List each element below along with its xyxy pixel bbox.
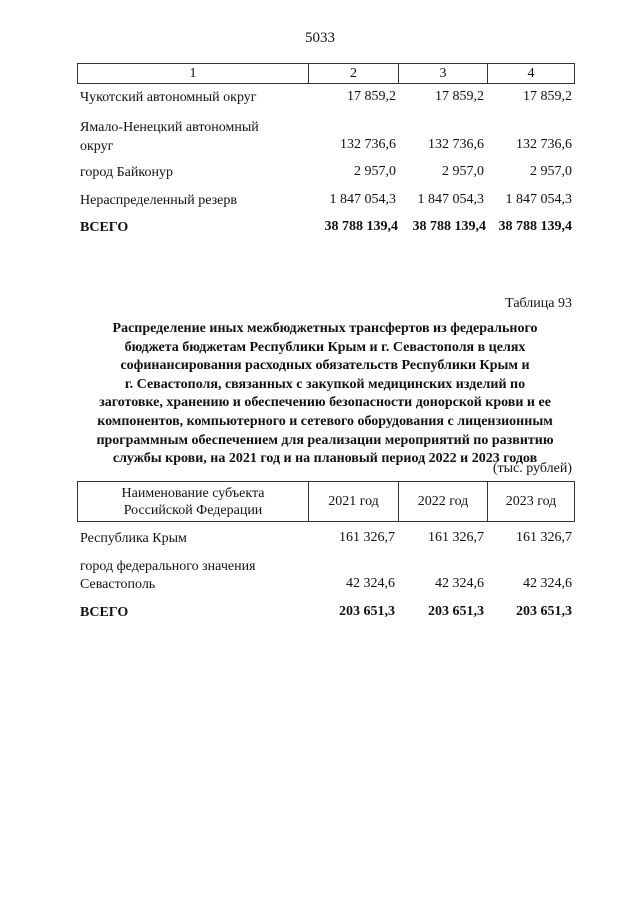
header-year-2022: 2022 год (399, 482, 488, 522)
table93-total-value: 203 651,3 (516, 604, 572, 619)
title-line: программным обеспечением для реализации мероприятий по развитию (96, 432, 554, 448)
header-subject-name-line2: Российской Федерации (123, 502, 263, 518)
title-line: Распределение иных межбюджетных трансфертов из федерального (112, 321, 538, 336)
table93-total-value: 203 651,3 (339, 604, 395, 619)
title-line: службы крови, на 2021 год и на плановый период 2022 и 2023 годов (112, 451, 538, 467)
table-row-value: 1 847 054,3 (505, 192, 572, 207)
table1-header-col2: 2 (309, 64, 399, 84)
table-row-value: 2 957,0 (354, 164, 396, 179)
table-row-value: 2 957,0 (442, 164, 484, 179)
table-row-name: Нераспределенный резерв (80, 193, 237, 208)
table-row-value: 42 324,6 (435, 576, 484, 591)
table-row-value: 132 736,6 (516, 137, 572, 152)
table1-header-col4: 4 (488, 64, 575, 84)
header-subject-name-line1: Наименование субъекта (121, 485, 265, 501)
table93-total-label: ВСЕГО (80, 605, 129, 620)
table-row-value: 132 736,6 (428, 137, 484, 152)
table-row-value: 17 859,2 (435, 89, 484, 104)
page-number: 5033 (305, 30, 335, 46)
table-row-value: 161 326,7 (339, 530, 395, 545)
table1-total-value: 38 788 139,4 (412, 219, 486, 234)
title-line: бюджета бюджетам Республики Крым и г. Севастополя в целях (124, 339, 526, 355)
table-row-value: 1 847 054,3 (329, 192, 396, 207)
title-line: г. Севастополя, связанных с закупкой медицинских изделий по (124, 376, 526, 392)
title-line: софинансирования расходных обязательств Республики Крым и (120, 358, 530, 374)
table-row-value: 17 859,2 (523, 89, 572, 104)
table-row-value: 161 326,7 (428, 530, 484, 545)
table-row-name: Чукотский автономный округ (80, 90, 257, 105)
table-row-value: 2 957,0 (530, 164, 572, 179)
header-year-2021: 2021 год (309, 482, 399, 522)
table-row-value: 132 736,6 (340, 137, 396, 152)
table-row-value: 161 326,7 (516, 530, 572, 545)
table1-header (77, 63, 575, 84)
table-row-value: 42 324,6 (523, 576, 572, 591)
table1-total-value: 38 788 139,4 (324, 219, 398, 234)
table-row-value: 17 859,2 (347, 89, 396, 104)
table-row-name-line2: Севастополь (80, 577, 156, 592)
table-row-value: 1 847 054,3 (417, 192, 484, 207)
table1-header-col1: 1 (78, 64, 309, 84)
table-row-name: Республика Крым (80, 531, 187, 546)
units-note: (тыс. рублей) (492, 461, 572, 476)
table1-total-label: ВСЕГО (80, 220, 129, 235)
header-year-2023: 2023 год (488, 482, 575, 522)
table-title (75, 320, 575, 469)
table93-header (77, 481, 575, 522)
table-row-name: город Байконур (80, 165, 173, 180)
title-line: компонентов, компьютерного и сетевого оборудования с лицензионным (97, 413, 553, 429)
header-subject-name (78, 482, 309, 522)
table-row-name-line1: город федерального значения (80, 559, 256, 574)
table1-header-col3: 3 (399, 64, 488, 84)
table-label: Таблица 93 (505, 296, 572, 311)
table-row-value: 42 324,6 (346, 576, 395, 591)
table-row-name: Ямало-Ненецкий автономный округ (80, 120, 259, 154)
table1-total-value: 38 788 139,4 (498, 219, 572, 234)
title-line: заготовке, хранению и обеспечению безопасности донорской крови и ее (99, 395, 551, 411)
table93-total-value: 203 651,3 (428, 604, 484, 619)
